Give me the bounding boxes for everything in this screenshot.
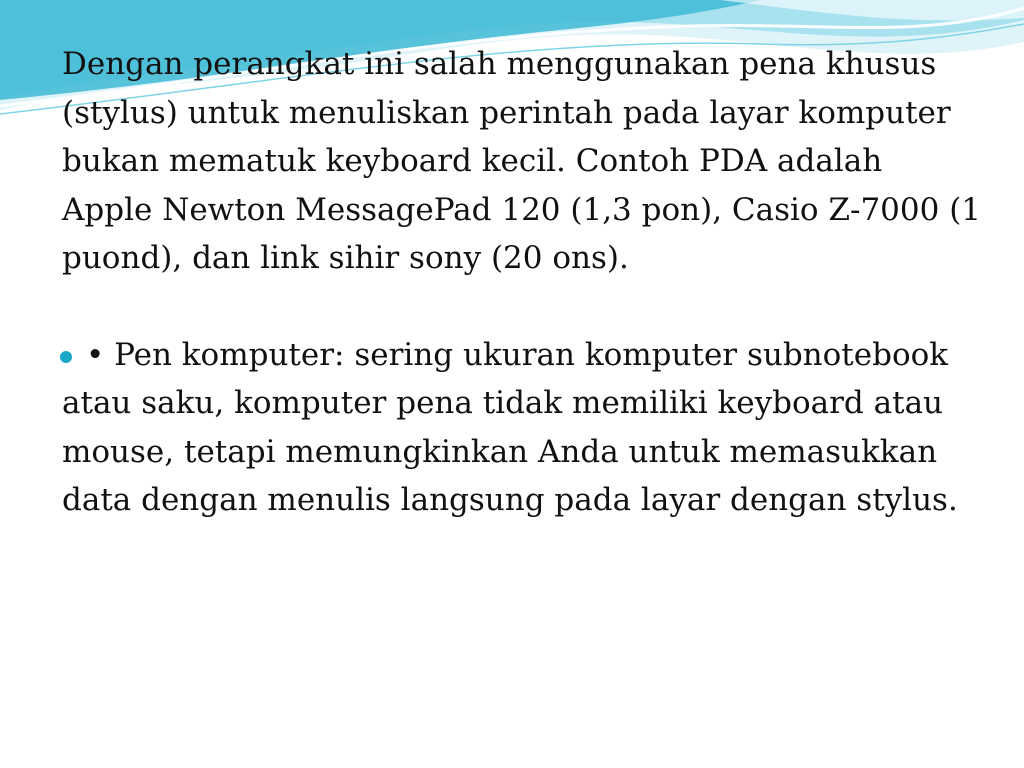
- bullet-dot-icon: [60, 351, 72, 363]
- bullet-list-item: [62, 331, 982, 525]
- body-paragraph: Dengan perangkat ini salah menggunakan pena khusus (stylus) untuk menuliskan perintah pada layar komputer bukan mematuk keyboard kecil. Contoh PDA adalah Apple Newton MessagePad 120 (1,3 pon), Casio Z-7000 (1 puond), dan link sihir sony (20 ons).: [62, 46, 982, 276]
- bullet-item-text: • Pen komputer: sering ukuran komputer subnotebook atau saku, komputer pena tidak memiliki keyboard atau mouse, tetapi memungkinkan Anda untuk memasukkan data dengan menulis langsung pada layar dengan stylus.: [62, 336, 958, 518]
- slide-body: [62, 40, 982, 525]
